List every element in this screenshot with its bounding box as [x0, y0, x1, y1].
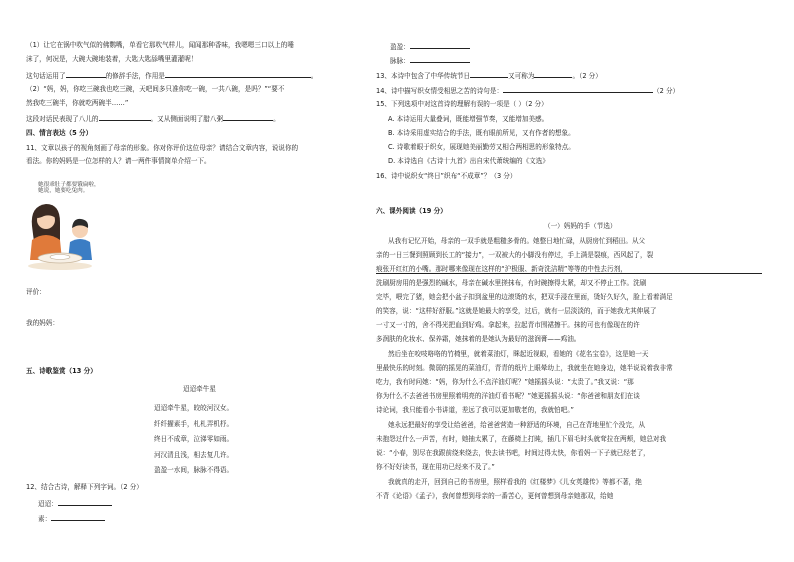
answer-blank[interactable]: [51, 514, 105, 521]
question-12-item: 盈盈：: [390, 42, 470, 51]
section-4-title: 四、情言表达（5 分）: [26, 129, 93, 137]
option-c: C. 诗歌着眼于织女，展现她美丽勤劳又相合两相思的形象特点。: [388, 143, 575, 151]
passage-line: 从我有记忆开始，母亲的一双手就是粗糙多骨的。她整日地忙碌，从厨房忙到稻田。从父: [388, 237, 646, 245]
question-2-line: （2）“妈，妈，你吃三碗我也吃三碗，天吧间多只准你吃一碗，一共八碗，是吗？”“要不: [26, 85, 285, 93]
passage-line: 多润肤的化妆水、保养霜，她抹着的是她认为最好的滋润膏——鸡油。: [376, 335, 581, 343]
passage-line: 然后坐在咬吱咯咯的竹椅里，就着菜油灯，眯起近视眼，看她的《花名宝卷》，这是她一天: [388, 350, 649, 358]
question-12-item: 迢迢：: [38, 499, 112, 508]
section-6-title: 六、课外阅读（19 分）: [376, 207, 447, 215]
question-2: 这段对话民表现了八儿的 。又从侧面说明了腊八粥 。: [26, 115, 280, 123]
passage-line: 未抱怨过什么一声苦，有时，她抽太累了，在藤椅上打盹，插几下眉毛时头就耷拉在两颊，她总对我: [376, 435, 667, 443]
question-16: 16、诗中说织女“终日”织布“不成章”？（3 分）: [376, 172, 517, 180]
question-intro-line: （1）让它在锅中吹气似的佛鹦嘴，单看它那吹气样儿，闻闻那种香味，我嗯嗯三口以上的唾: [26, 41, 294, 49]
passage-line: 她永远把最好的享受让给爸爸，给爸爸营造一种舒适的环境，自己在背地里忙个没完，从: [388, 421, 646, 429]
answer-blank[interactable]: [503, 86, 653, 93]
passage-line: 你不好好读书，现在用功已经来不及了。”: [376, 463, 495, 471]
answer-blank[interactable]: [66, 71, 106, 78]
my-mother-label: 我的妈妈：: [26, 319, 59, 327]
answer-blank[interactable]: [99, 114, 151, 121]
poem-title: 迢迢牵牛星: [183, 385, 216, 393]
evaluation-label: 评价：: [26, 288, 46, 296]
mother-child-illustration: [26, 196, 100, 271]
question-2-line: 然我吃三碗半，你就吃两碗半……”: [26, 99, 129, 107]
question-12-item: 脉脉：: [390, 56, 470, 65]
question-13: 13、本诗中包含了中华传统节日 又可称为 。（2 分）: [376, 72, 602, 80]
question-11-line: 11、文章以孩子的视角刻画了母亲的形象。你对你评价这位母亲？请结合文章内容，说说你的: [26, 144, 299, 152]
question-intro-line: 沫了，何况是，大碗大碗地装着，大匙大匙舔嘴里灌灌呢！: [26, 55, 198, 63]
question-15: 15、下列选项中对这首诗的理解有误的一项是（ ）（2 分）: [376, 100, 548, 108]
passage-line: 里最快乐的时刻。微弱的摇晃的菜油灯，青青的纸片上眼晕幼上，我就坐在她身边，她半说说着我非常: [376, 364, 673, 372]
question-14: 14、诗中描写织女情受相思之苦的诗句是： （2 分）: [376, 87, 680, 95]
passage-line: 一寸又一寸的，舍不得光把血到好鸡。拿起来，拉起青市围裙擦干。抹的可也有像现在的许: [376, 321, 640, 329]
passage-line: 不背《论语》《孟子》，我何曾想到母亲的一番苦心，更何曾想到母亲她那双，给她: [376, 492, 614, 500]
answer-blank[interactable]: [410, 42, 470, 49]
answer-blank[interactable]: [58, 499, 112, 506]
passage-line: 亲的一日三餐到照顾到长工的“接力”，一双被大的小脚没有停过，手上满是裂痕，西风起了，裂: [376, 251, 654, 259]
passage-line: 说：“小春，别尽在我跟前绕来绕去，快去读书吧，时间过得太快，你看妈一下子就已经老了，: [376, 449, 650, 457]
passage-line: 你为什么不去爸爸书房里照着明亮的洋油灯看书呢？”她更摇摇头说：“你爸爸和朋友们在谈: [376, 392, 640, 400]
option-b: B. 本诗采用虚实结合的手法，既有眼前所见，又有作者的想象。: [388, 129, 575, 137]
passage-line: 诗论词，我只能看小书讲道，差远了我可以更加敬老的，我就怕吧。”: [376, 406, 574, 414]
answer-blank[interactable]: [223, 114, 273, 121]
answer-blank[interactable]: [534, 71, 572, 78]
question-12: 12、结合古诗，解释下列字词。（2 分）: [26, 483, 143, 491]
poem-line: 河汉清且浅，相去复几许。: [154, 450, 234, 459]
question-12-item: 素：: [38, 514, 105, 523]
passage-line: 痕张开红红的小嘴。那时哪来像现在这样的“沪极服、新奇洗洁精”等等的中性去污剂，: [376, 266, 762, 274]
answer-blank[interactable]: [165, 71, 311, 78]
poem-line: 终日不成章，泣涕零如雨。: [154, 435, 234, 443]
question-11-line: 看法。你的妈妈是一位怎样的人？请一两件事情简单介绍一下。: [26, 157, 211, 165]
passage-line: 完毕，喂完了猪，她会把小盆子扣到盆里的边滚烫的水，把双手浸在里面，烫好久好久，脸上看着满足: [376, 293, 673, 301]
answer-blank[interactable]: [410, 56, 470, 63]
poem-line: 纤纤擢素手，札札弄机杼。: [154, 419, 234, 428]
passage-line: 我就真的走开，回到自己的书房里，照样看我的《红楼梦》《儿女英雄传》等都不著，绝: [388, 478, 642, 486]
passage-line: 吃力，我有时问她：“妈，你为什么不点洋油灯呢？”她摇摇头说：“太贵了。”我又说：“那: [376, 378, 634, 386]
question-1: 这句话运用了 的修辞手法，作用是 。: [26, 72, 318, 80]
poem-body: [154, 401, 233, 479]
passage-title: （一）妈妈的手（节选）: [544, 222, 617, 230]
answer-blank[interactable]: [470, 71, 508, 78]
option-d: D. 本诗选自《古诗十九首》出自宋代萧统编的《文选》: [388, 157, 549, 165]
passage-line: 洗刷厨房用的是强烈的碱水，母亲在碱水里搓抹布，有时碗擦得太紧，却又不停止工作。洗刷: [376, 279, 647, 287]
section-5-title: 五、诗歌鉴赏（13 分）: [26, 367, 97, 375]
poem-line: 迢迢牵牛星，皎皎河汉女。: [154, 404, 234, 412]
poem-line: 盈盈一水间，脉脉不得语。: [154, 466, 234, 474]
option-a: A. 本诗运用大量叠词，既能增强节奏，又能增加美感。: [388, 115, 549, 123]
passage-line: 的笑容，说：“这样好舒服。”这就是她最大的享受，过后，就有一层淡淡的，而于她我尤其伸展了: [376, 307, 657, 315]
speech-bubble: 她很乖肚子都要饿扁啦， 她说，她要吃兔肉。: [38, 182, 100, 194]
